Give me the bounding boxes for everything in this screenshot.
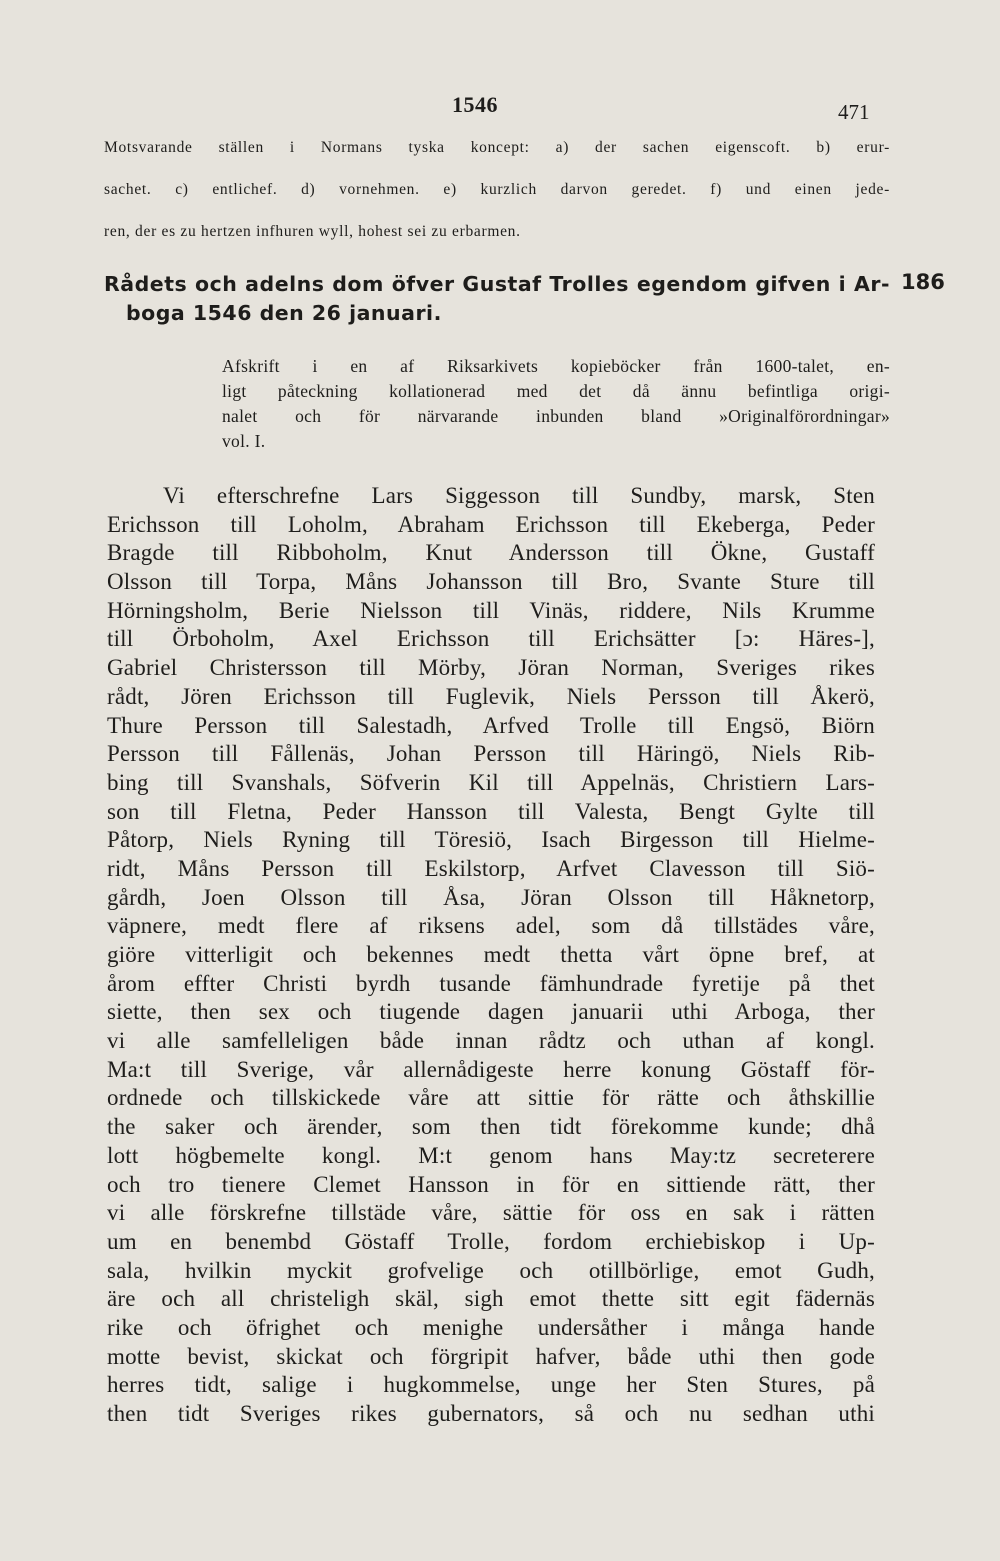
running-head-year: 1546: [452, 92, 498, 117]
body-line: Hörningsholm, Berie Nielsson till Vinäs, riddere, Nils Krumme: [107, 597, 875, 623]
document-heading-line: boga 1546 den 26 januari.: [126, 301, 442, 325]
body-line: äre och all christeligh skäl, sigh emot thette sitt egit fädernäs: [107, 1286, 875, 1312]
footnote-line: sachet. c) entlichef. d) vornehmen. e) kurzlich darvon geredet. f) und einen jede-: [104, 181, 890, 198]
body-line: um en benembd Göstaff Trolle, fordom erchiebiskop i Up-: [107, 1228, 875, 1254]
body-line: ordnede och tillskickede våre att sittie för rätte och åthskillie: [107, 1085, 875, 1111]
body-line: lott högbemelte kongl. M:t genom hans May:tz secreterere: [107, 1142, 875, 1168]
body-line: Thure Persson till Salestadh, Arfved Trolle till Engsö, Biörn: [107, 712, 875, 738]
body-line: väpnere, medt flere af riksens adel, som då tillstädes våre,: [107, 913, 875, 939]
source-note-line: ligt påteckning kollationerad med det då ännu befintliga origi-: [222, 381, 890, 401]
body-line: son till Fletna, Peder Hansson till Valesta, Bengt Gylte till: [107, 798, 875, 824]
body-line: Olsson till Torpa, Måns Johansson till Bro, Svante Sture till: [107, 569, 875, 595]
footnote-line: ren, der es zu hertzen infhuren wyll, hohest sei zu erbarmen.: [104, 223, 521, 240]
source-note-line: vol. I.: [222, 431, 266, 451]
body-line: motte bevist, skickat och förgripit hafver, både uthi then gode: [107, 1343, 875, 1369]
body-line: herres tidt, salige i hugkommelse, unge her Sten Stures, på: [107, 1372, 875, 1398]
body-line: årom effter Christi byrdh tusande fämhundrade fyretije på thet: [107, 970, 875, 996]
body-line: Vi efterschrefne Lars Siggesson till Sundby, marsk, Sten: [163, 483, 875, 508]
body-line: Gabriel Christersson till Mörby, Jöran Norman, Sveriges rikes: [107, 655, 875, 681]
document-number: 186: [901, 270, 945, 294]
body-line: Erichsson till Loholm, Abraham Erichsson till Ekeberga, Peder: [107, 511, 875, 537]
body-line: vi alle förskrefne tillstäde våre, sättie för oss en sak i rätten: [107, 1200, 875, 1226]
body-line: Ma:t till Sverige, vår allernådigeste herre konung Göstaff för-: [107, 1056, 875, 1082]
body-line: siette, then sex och tiugende dagen januarii uthi Arboga, ther: [107, 999, 875, 1025]
body-line: sala, hvilkin myckit grofvelige och otillbörlige, emot Gudh,: [107, 1257, 875, 1283]
body-line: Persson till Fållenäs, Johan Persson till Häringö, Niels Rib-: [107, 741, 875, 767]
body-line: vi alle samfelleligen både innan rådtz och uthan af kongl.: [107, 1028, 875, 1054]
source-note-line: nalet och för närvarande inbunden bland »Originalförordningar»: [222, 406, 890, 426]
body-line: rike och öfrighet och menighe undersåther i många hande: [107, 1314, 875, 1340]
body-line: giöre vitterligit och bekennes medt thetta vårt öpne bref, at: [107, 942, 875, 967]
source-note-line: Afskrift i en af Riksarkivets kopieböcker från 1600-talet, en-: [222, 356, 890, 376]
document-heading: [104, 270, 890, 328]
body-line: bing till Svanshals, Söfverin Kil till Appelnäs, Christiern Lars-: [107, 769, 875, 795]
footnotes: [104, 137, 890, 242]
body-line: till Örboholm, Axel Erichsson till Erichsätter [ɔ: Häres-],: [107, 626, 875, 652]
body-line: gårdh, Joen Olsson till Åsa, Jöran Olsson till Håknetorp,: [107, 884, 875, 910]
footnote-line: Motsvarande ställen i Normans tyska koncept: a) der sachen eigenscoft. b) erur-: [104, 139, 890, 156]
body-line: Bragde till Ribboholm, Knut Andersson till Ökne, Gustaff: [107, 540, 875, 566]
body-line: the saker och ärender, som then tidt förekomme kunde; dhå: [107, 1114, 875, 1140]
document-heading-line: Rådets och adelns dom öfver Gustaf Trolles egendom gifven i Ar-: [104, 272, 890, 296]
page-number: 471: [838, 100, 870, 124]
source-note: [222, 354, 890, 454]
body-line: och tro tienere Clemet Hansson in för en sittiende rätt, ther: [107, 1171, 875, 1197]
body-line: rådt, Jören Erichsson till Fuglevik, Niels Persson till Åkerö,: [107, 683, 875, 709]
body-text: [107, 482, 875, 1429]
body-line: then tidt Sveriges rikes gubernators, så och nu sedhan uthi: [107, 1401, 875, 1426]
body-line: ridt, Måns Persson till Eskilstorp, Arfvet Clavesson till Siö-: [107, 855, 875, 881]
body-line: Påtorp, Niels Ryning till Töresiö, Isach Birgesson till Hielme-: [107, 827, 875, 853]
running-head: [0, 92, 1000, 122]
